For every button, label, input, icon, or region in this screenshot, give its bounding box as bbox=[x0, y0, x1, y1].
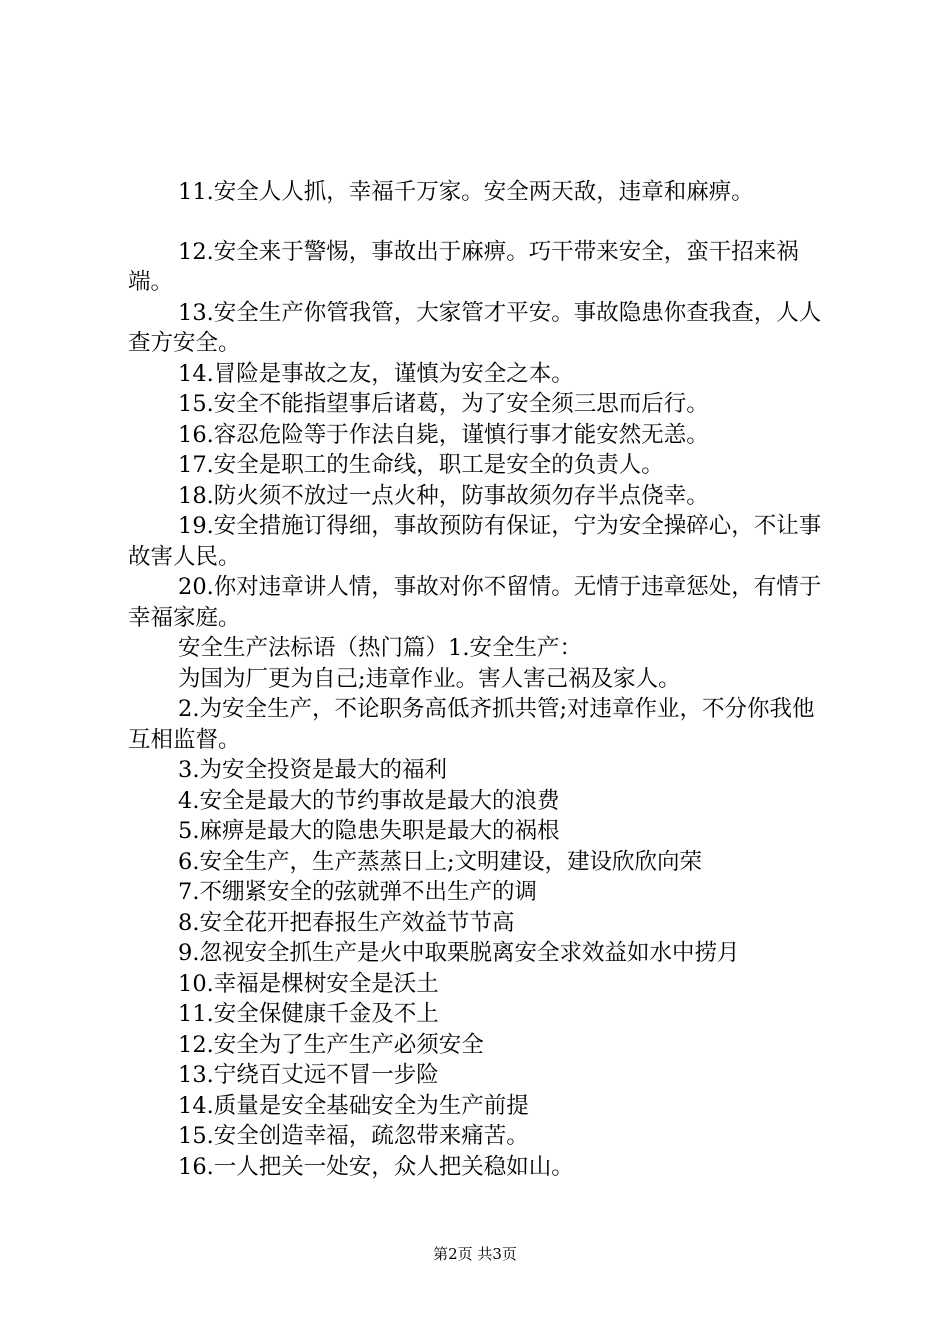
document-body bbox=[128, 177, 828, 1182]
list-item: 3.为安全投资是最大的福利 bbox=[178, 757, 447, 783]
list-item: 为国为厂更为自己;违章作业。害人害己祸及家人。 bbox=[178, 665, 681, 692]
paragraph-16: 16.容忍危险等于作法自毙，谨慎行事才能安然无恙。 bbox=[178, 421, 709, 448]
list-item: 12.安全为了生产生产必须安全 bbox=[178, 1031, 484, 1058]
page-footer bbox=[0, 1244, 950, 1264]
paragraph-17: 17.安全是职工的生命线，职工是安全的负责人。 bbox=[178, 452, 664, 478]
paragraph-14: 14.冒险是事故之友，谨慎为安全之本。 bbox=[178, 360, 574, 387]
list-item: 5.麻痹是最大的隐患失职是最大的祸根 bbox=[178, 818, 560, 844]
list-item: 10.幸福是棵树安全是沃土 bbox=[178, 970, 439, 997]
paragraph-15: 15.安全不能指望事后诸葛，为了安全须三思而后行。 bbox=[178, 391, 709, 417]
list-item: 8.安全花开把春报生产效益节节高 bbox=[178, 909, 515, 936]
list-item: 11.安全保健康千金及不上 bbox=[178, 1001, 439, 1027]
list-item: 9.忽视安全抓生产是火中取栗脱离安全求效益如水中捞月 bbox=[178, 940, 740, 966]
list-item: 7.不绷紧安全的弦就弹不出生产的调 bbox=[178, 879, 537, 905]
paragraph-13: 13.安全生产你管我管，大家管才平安。事故隐患你查我查，人人查方安全。 bbox=[128, 299, 822, 356]
list-item: 15.安全创造幸福，疏忽带来痛苦。 bbox=[178, 1123, 529, 1149]
list-item: 2.为安全生产，不论职务高低齐抓共管;对违章作业，不分你我他互相监督。 bbox=[128, 696, 815, 753]
paragraph-11: 11.安全人人抓，幸福千万家。安全两天敌，违章和麻痹。 bbox=[178, 179, 754, 205]
page-number: 第2页 共3页 bbox=[433, 1245, 517, 1263]
paragraph-19: 19.安全措施订得细，事故预防有保证，宁为安全操碎心，不让事故害人民。 bbox=[128, 513, 822, 570]
list-item: 6.安全生产，生产蒸蒸日上;文明建设，建设欣欣向荣 bbox=[178, 848, 703, 875]
list-item: 4.安全是最大的节约事故是最大的浪费 bbox=[178, 787, 560, 814]
list-item: 14.质量是安全基础安全为生产前提 bbox=[178, 1092, 529, 1119]
paragraph-18: 18.防火须不放过一点火种，防事故须勿存半点侥幸。 bbox=[178, 482, 709, 509]
section-heading: 安全生产法标语（热门篇）1.安全生产： bbox=[178, 635, 582, 661]
list-item: 13.宁绕百丈远不冒一步险 bbox=[178, 1062, 439, 1088]
paragraph-20: 20.你对违章讲人情，事故对你不留情。无情于违章惩处，有情于幸福家庭。 bbox=[128, 574, 822, 631]
paragraph-12: 12.安全来于警惕，事故出于麻痹。巧干带来安全，蛮干招来祸端。 bbox=[128, 238, 799, 295]
list-item: 16.一人把关一处安，众人把关稳如山。 bbox=[178, 1153, 574, 1180]
